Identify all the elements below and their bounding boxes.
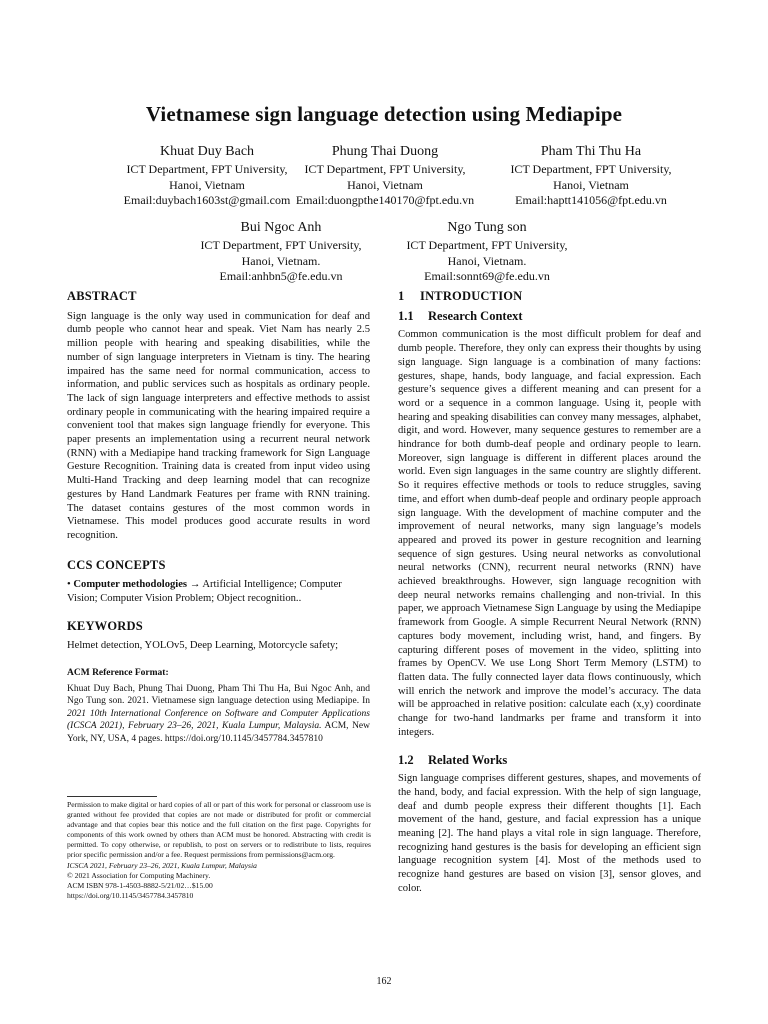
ccs-bullet: • [67,579,71,591]
reference-venue: 2021 10th International Conference on Software and Computer Applications (ICSCA 2021), February 23–26, 2021, Kuala Lumpur, Malaysia. [67,708,370,732]
ccs-heading: CCS CONCEPTS [67,557,166,572]
permission-copyright: © 2021 Association for Computing Machinery. [67,870,211,880]
author-block [362,219,612,285]
author-name: Pham Thi Thu Ha [540,144,642,159]
author-affiliation: ICT Department, FPT University, [200,238,362,252]
reference-text [67,683,370,745]
author-name: Ngo Tung son [447,220,527,235]
author-location: Hanoi, Vietnam. [447,253,527,268]
author-location: Hanoi, Vietnam [169,177,245,192]
left-column [67,290,370,745]
author-affiliation: ICT Department, FPT University, [304,162,466,176]
footnote-rule [67,796,157,797]
section-number: 1 [398,289,405,303]
author-email: Email:sonnt69@fe.edu.vn [424,269,550,283]
permission-text: Permission to make digital or hard copies of all or part of this work for personal or classroom use is granted without fee provided that copies are not made or distributed for profit or commercial advantage and that copies bear this notice and the full citation on the first page. Copyrights for components of this work owned by others than ACM must be honored. Abstracting with credit is permitted. To copy otherwise, or republish, to post on servers or to redistribute to lists, requires prior specific permission and/or a fee. Request permissions from permissions@acm.org. [67,800,371,860]
subsection-title: Research Context [428,308,523,323]
reference-authors: Khuat Duy Bach, Phung Thai Duong, Pham Thi Thu Ha, Bui Ngoc Anh, and Ngo Tung son. 2021. Vietnamese sign language detection using Mediapipe. In [67,683,370,707]
keywords-heading: KEYWORDS [67,618,143,633]
author-email: Email:duybach1603st@gmail.com [123,193,291,207]
author-name: Phung Thai Duong [331,144,439,159]
abstract-text: Sign language is the only way used in communication for deaf and dumb people who cannot hear and speak. Viet Nam has nearly 2.5 million people with hearing and speaking disabilities, while the number of sign language interpreters in Vietnam is tiny. The hearing impaired has the same need for normal communication, access to information, and public services such as hospitals as ordinary people. The lack of sign language interpreters and effective methods to assist ordinary people in communicating with the hearing impaired require a convenient tool that makes sign language friendly for everyone. This paper presents an implementation using a recurrent neural network (RNN) with a Mediapipe hand tracking framework for Sign Language Gesture Recognition. Training data is created from input video using Multi-Hand Tracking and deep learning model that can recognize gestures by Hand Landmark Features per frame with RNN training. The dataset contains gestures of the most common words in Vietnamese. This model produces good accurate results in word recognition. [67,310,370,541]
permission-isbn: ACM ISBN 978-1-4503-8882-5/21/02…$15.00 [67,880,213,890]
paper-title: Vietnamese sign language detection using Mediapipe [145,102,623,126]
author-affiliation: ICT Department, FPT University, [510,162,672,176]
permission-doi: https://doi.org/10.1145/3457784.3457810 [67,890,194,900]
author-email: Email:duongpthe140170@fpt.edu.vn [295,193,475,207]
subsection-heading [398,754,701,768]
author-email: Email:haptt141056@fpt.edu.vn [515,193,667,207]
author-location: Hanoi, Vietnam [347,177,423,192]
subsection-number: 1.1 [398,308,414,323]
author-name: Bui Ngoc Anh [240,220,322,235]
section-title: INTRODUCTION [420,289,523,303]
related-works-text: Sign language comprises different gestures, shapes, and movements of the hand, body, and facial expression. With the help of sign language, deaf and dumb people express their different thoughts [1]. Each movement of the hand, gesture, and facial expression has a unique meaning [2]. The hand plays a vital role in sign language. Therefore, recognizing hand gestures is the basis for developing an efficient sign language recognition system [4]. Most of the methods used to recognize hand gestures are based on vision [3], sensor gloves, and color. [398,773,701,894]
reference-heading: ACM Reference Format: [67,668,169,679]
author-email: Email:anhbn5@fe.edu.vn [219,269,343,283]
author-affiliation: ICT Department, FPT University, [406,238,568,252]
right-column [398,290,701,896]
ccs-subconcepts: → Artificial Intelligence; Computer Vision; Computer Vision Problem; Object recognition.. [67,579,342,605]
ccs-text [67,578,370,605]
subsection-number: 1.2 [398,752,414,767]
research-context-text: Common communication is the most difficult problem for deaf and dumb people. Therefore, they only can express their thoughts by using sign language. Sign language is a combination of many factions: gestures, shape, hands, body language, and facial expression. Each gesture’s sequence gives a different meaning and can present for a word or a sequence in a common language. Using it, people with hearing and speaking disabilities can convey many messages, alphabet, digit, and word. However, many sequence gestures to remember are a hindrance for both dumb-deaf people and ordinary people to learn. Moreover, sign language is different in different places around the world. Even sign languages in the same country are slightly different. So it requires effective methods or tools to reduce struggles, saving time, and effort when dumb-deaf people and ordinary people approach sign language. With the development of machine computer and the improvement of neural networks, many sign language’s models appeared and proved its power in gesture recognition and learning sequence of sign gestures. Using neural networks as convolutional neural networks (CNN), recurrent neural networks (RNN) have achieved breakthroughs. However, sign language recognition with deep neural networks remains challenging and non-trivial. In this paper, we approach Vietnamese Sign Language by using the Mediapipe framework from Google. A simple Recurrent Neural Network (RNN) captures body movement, including wrist, hand, and fingers. By capturing different poses of movement in the video, splitting into frames by OpenCV. We use Long Short Term Memory (LSTM) to flatten data. The fully connected layer data flows continuously, which will enrich the network and improve the model’s accuracy. The data will be approached in relative position: calculate each (x,y) coordinate change for two-hand landmarks per frame and transform it into integers. [398,329,701,738]
keywords-text: Helmet detection, YOLOv5, Deep Learning, Motorcycle safety; [67,640,339,652]
permission-conference [67,861,371,871]
author-affiliation: ICT Department, FPT University, [126,162,288,176]
subsection-title: Related Works [428,752,508,767]
section-heading [398,290,701,304]
author-block [466,143,716,209]
author-name: Khuat Duy Bach [159,144,255,159]
page-number: 162 [376,976,392,987]
conference-line: ICSCA 2021, February 23–26, 2021, Kuala Lumpur, Malaysia [67,860,257,870]
permission-notice [67,800,371,901]
author-location: Hanoi, Vietnam. [241,253,321,268]
ccs-concept: Computer methodologies [73,579,188,591]
subsection-heading [398,310,701,324]
author-location: Hanoi, Vietnam [553,177,629,192]
reference-publisher: ACM, New York, NY, USA, 4 pages. https://doi.org/10.1145/3457784.3457810 [67,721,371,744]
abstract-heading: ABSTRACT [67,289,137,303]
